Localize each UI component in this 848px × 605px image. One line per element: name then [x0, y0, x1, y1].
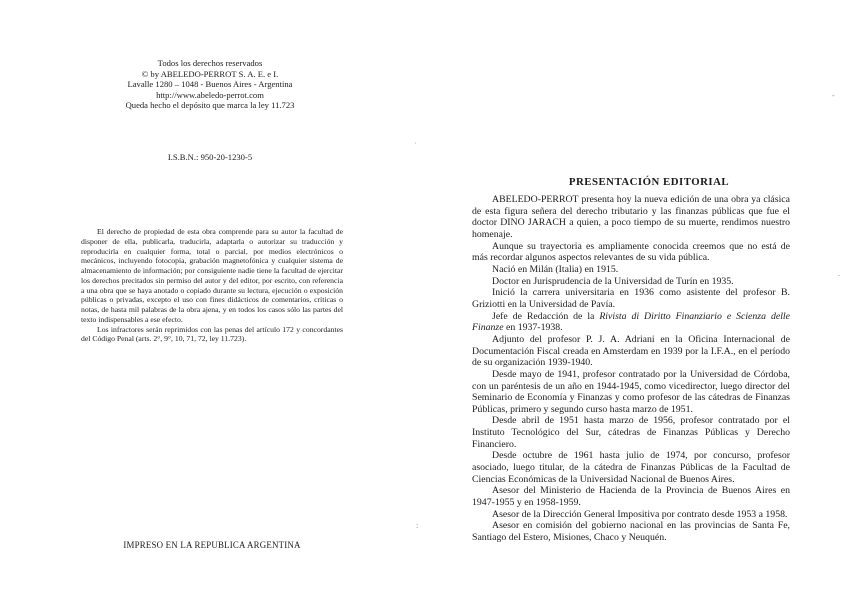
publisher-name: ABELEDO-PERROT	[492, 194, 579, 205]
copyright-imprint	[100, 58, 320, 111]
paragraph: Desde octubre de 1961 hasta julio de 1974, por concurso, profesor asociado, luego titular, de la cátedra de Finanzas Públicas de la Facultad de Ciencias Económicas de la Universidad Nacional de Buenos Aires.	[472, 450, 790, 485]
paragraph: Inició la carrera universitaria en 1936 como asistente del profesor B. Griziotti en la Universidad de Pavía.	[472, 287, 790, 310]
isbn: I.S.B.N.: 950-20-1230-5	[167, 152, 253, 162]
imprint-line: Todos los derechos reservados	[157, 58, 263, 68]
edge-mark: .	[838, 269, 840, 278]
gutter-mark: :	[416, 521, 419, 530]
author-name: DINO JARACH	[500, 217, 567, 229]
paragraph: Desde abril de 1951 hasta marzo de 1956, profesor contratado por el Instituto Tecnológico del Sur, cátedras de Finanzas Públicas y Derecho Financiero.	[472, 415, 790, 450]
imprint-line: © by ABELEDO-PERROT S. A. E. e I.	[141, 68, 279, 79]
legal-paragraph: El derecho de propiedad de esta obra comprende para su autor la facultad de disponer de ella, publicarla, traducirla, adaptarla o autorizar su traducción y reproducirla en cualquier forma, total o parcial, por medios electrónicos o mecánicos, incluyendo fotocopia, grabación magnetofónica y cualquier sistema de almacenamiento de información; por consiguiente nadie tiene la facultad de ejercitar los derechos precitados sin permiso del autor y del editor, por escrito, con referencia a una obra que se haya anotado o copiado durante su lectura, ejecución o exposición públicas o privadas, excepto el uso con fines didácticos de comentarios, críticas o notas, de hasta mil palabras de la obra ajena, y en todos los casos sólo las partes del texto indispensables a ese efecto.	[81, 227, 343, 324]
paragraph: Aunque su trayectoria es ampliamente conocida creemos que no está de más recordar algunos aspectos relevantes de su vida pública.	[472, 240, 790, 264]
paragraph: Asesor de la Dirección General Impositiva por contrato desde 1953 a 1958.	[492, 508, 788, 520]
right-page	[416, 0, 848, 605]
paragraph: Asesor en comisión del gobierno nacional en las provincias de Santa Fe, Santiago del Estero, Misiones, Chaco y Neuquén.	[472, 520, 790, 544]
paragraph: Nació en Milán (Italia) en 1915.	[492, 263, 619, 275]
gutter-mark: ˙	[414, 141, 417, 150]
imprint-line: Queda hecho el depósito que marca la ley 11.723	[125, 100, 295, 111]
paragraph: ABELEDO-PERROT presenta hoy la nueva edición de una obra ya clásica de esta figura señera del derecho tributario y las finanzas públicas que fue el doctor DINO JARACH a quien, a poco tiempo de su muerte, rendimos nuestro homenaje.	[472, 194, 790, 240]
legal-notice	[81, 227, 343, 344]
paragraph: Desde mayo de 1941, profesor contratado por la Universidad de Córdoba, con un paréntesis de un año en 1944-1945, como vicedirector, luego director del Seminario de Economía y Finanzas y como profesor de las cátedras de Finanzas Públicas, primero y segundo curso hasta marzo de 1951.	[472, 368, 790, 415]
journal-title: Rivista di Diritto Finanziario e Scienza delle Finanze	[472, 310, 790, 334]
paragraph: Asesor del Ministerio de Hacienda de la Provincia de Buenos Aires en 1947-1955 y en 1958-1959.	[472, 485, 790, 509]
edge-mark: -	[832, 91, 835, 100]
paragraph: Doctor en Jurisprudencia de la Universidad de Turín en 1935.	[492, 275, 734, 287]
paragraph: Adjunto del profesor P. J. A. Adriani en la Oficina Internacional de Documentación Fiscal creada en Amsterdam en 1939 por la I.F.A., en el período de su organización 1939-1940.	[472, 333, 790, 369]
printed-in-note: IMPRESO EN LA REPUBLICA ARGENTINA	[123, 540, 301, 550]
imprint-line: http://www.abeledo-perrot.com	[156, 89, 264, 100]
imprint-line: Lavalle 1280 – 1048 - Buenos Aires - Argentina	[127, 79, 293, 90]
legal-paragraph: Los infractores serán reprimidos con las penas del artículo 172 y concordantes del Código Penal (arts. 2°, 9°, 10, 71, 72, ley 11.723).	[81, 324, 343, 344]
presentation-text	[472, 194, 790, 544]
paragraph: Jefe de Redacción de la Rivista di Diritto Finanziario e Scienza delle Finanze en 1937-1938.	[472, 310, 790, 334]
page-title: PRESENTACIÓN EDITORIAL	[568, 176, 730, 188]
